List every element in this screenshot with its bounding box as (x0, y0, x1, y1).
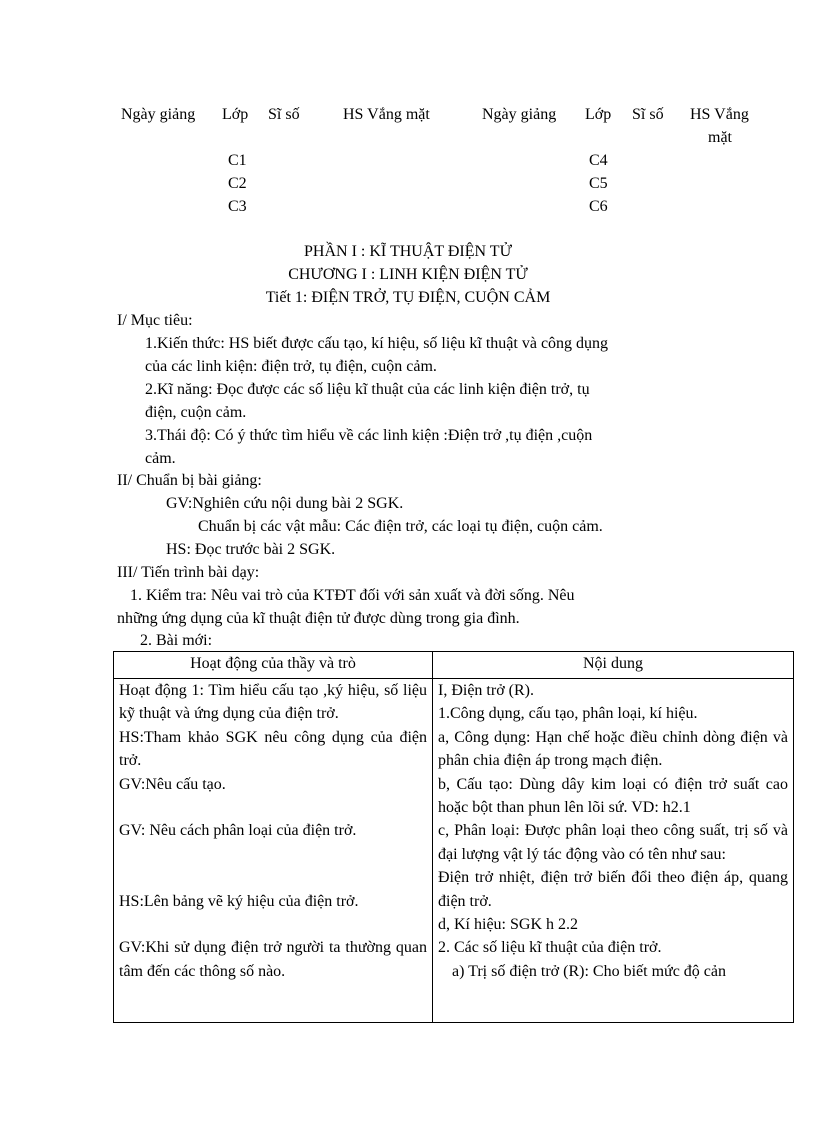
header-class-right: Lớp (585, 106, 612, 123)
preparation-hs: HS: Đọc trước bài 2 SGK. (166, 541, 336, 558)
content-3: a, Công dụng: Hạn chế hoặc điều chỉnh dòng điện và phân chia điện áp trong mạch điện. (438, 728, 788, 770)
header-content: Nội dung (433, 652, 794, 679)
objective-line: điện, cuộn cảm. (145, 404, 247, 421)
preparation-gv1: GV:Nghiên cứu nội dung bài 2 SGK. (166, 495, 404, 512)
process-check-line2: những ứng dụng của kĩ thuật điện tử được dùng trong gia đình. (117, 610, 520, 627)
activity-4: GV: Nêu cách phân loại của điện trở. (119, 822, 357, 840)
content-1: I, Điện trở (R). (438, 682, 534, 699)
content-5: c, Phân loại: Được phân loại theo công suất, trị số và đại lượng vật lý tác động vào có tên như sau: (438, 822, 788, 863)
class-c2: C2 (228, 175, 247, 192)
header-date-right: Ngày giảng (482, 106, 557, 123)
table-header-row (114, 652, 794, 679)
header-absent-right-line2: mặt (708, 129, 732, 146)
preparation-gv2: Chuẩn bị các vật mẫu: Các điện trở, các loại tụ điện, cuộn cảm. (198, 518, 603, 535)
activities-cell (114, 679, 433, 1023)
new-lesson-label: 2. Bài mới: (140, 632, 213, 649)
content-4: b, Cấu tạo: Dùng dây kim loại có điện trở suất cao hoặc bột than phun lên lõi sứ. VD: h2.1 (438, 775, 788, 817)
activity-2: HS:Tham khảo SGK nêu công dụng của điện trở. (119, 728, 427, 770)
header-activities: Hoạt động của thầy và trò (114, 652, 433, 679)
process-title: III/ Tiến trình bài dạy: (117, 564, 260, 581)
lesson-table (113, 651, 794, 1023)
content-8: 2. Các số liệu kĩ thuật của điện trở. (438, 939, 662, 957)
preparation-title: II/ Chuẩn bị bài giảng: (117, 472, 262, 489)
table-row (114, 679, 794, 1023)
activity-1: Hoạt động 1: Tìm hiểu cấu tạo ,ký hiệu, số liệu kỹ thuật và ứng dụng của điện trở. (119, 682, 427, 723)
objective-line: cảm. (145, 450, 176, 467)
objectives-title: I/ Mục tiêu: (117, 312, 193, 329)
objective-line: 1.Kiến thức: HS biết được cấu tạo, kí hiệu, số liệu kĩ thuật và công dụng (145, 335, 609, 352)
header-date-left: Ngày giảng (121, 106, 196, 123)
content-cell (433, 679, 794, 1023)
objective-line: 3.Thái độ: Có ý thức tìm hiểu về các linh kiện :Điện trở ,tụ điện ,cuộn (145, 427, 593, 444)
content-7: d, Kí hiệu: SGK h 2.2 (438, 916, 578, 934)
activity-6: GV:Khi sử dụng điện trở người ta thường quan tâm đến các thông số nào. (119, 939, 427, 980)
chapter-heading: CHƯƠNG I : LINH KIỆN ĐIỆN TỬ (288, 266, 528, 283)
class-c1: C1 (228, 152, 247, 169)
header-count-left: Sĩ số (268, 106, 300, 123)
class-c4: C4 (589, 152, 608, 169)
objective-line: của các linh kiện: điện trở, tụ điện, cuộn cảm. (145, 358, 437, 375)
header-absent-right-line1: HS Vắng (690, 106, 749, 123)
header-class-left: Lớp (222, 106, 249, 123)
header-absent-left: HS Vắng mặt (343, 106, 430, 123)
activity-5: HS:Lên bảng vẽ ký hiệu của điện trở. (119, 892, 359, 910)
objective-line: 2.Kĩ năng: Đọc được các số liệu kĩ thuật của các linh kiện điện trở, tụ (145, 381, 590, 398)
class-c5: C5 (589, 175, 608, 192)
part-heading: PHẦN I : KĨ THUẬT ĐIỆN TỬ (304, 243, 512, 260)
content-2: 1.Công dụng, cấu tạo, phân loại, kí hiệu. (438, 705, 698, 723)
class-c3: C3 (228, 198, 247, 215)
header-count-right: Sĩ số (632, 106, 664, 123)
content-6: Điện trở nhiệt, điện trở biến đổi theo điện áp, quang điện trở. (438, 869, 788, 910)
activity-3: GV:Nêu cấu tạo. (119, 775, 226, 793)
lesson-heading: Tiết 1: ĐIỆN TRỞ, TỤ ĐIỆN, CUỘN CẢM (265, 289, 551, 306)
class-c6: C6 (589, 198, 608, 215)
process-check-line1: 1. Kiểm tra: Nêu vai trò của KTĐT đối với sản xuất và đời sống. Nêu (130, 587, 575, 604)
content-9: a) Trị số điện trở (R): Cho biết mức độ cản (452, 962, 726, 980)
